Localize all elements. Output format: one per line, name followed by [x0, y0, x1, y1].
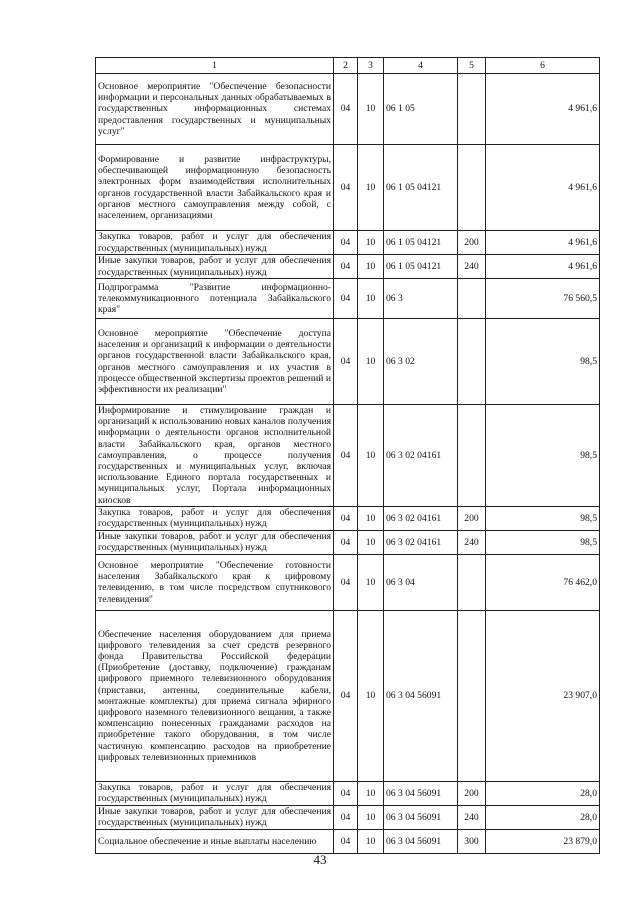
table-row	[96, 231, 600, 255]
budget-table	[95, 57, 600, 854]
target-article-cell: 06 1 05	[384, 74, 458, 145]
amount-cell: 4 961,6	[486, 145, 600, 231]
subsection-code-cell: 10	[358, 554, 384, 610]
subsection-code-cell: 10	[358, 781, 384, 805]
target-article-cell: 06 3 02 04161	[384, 530, 458, 554]
subsection-code-cell: 10	[358, 805, 384, 829]
subsection-code-cell: 10	[358, 74, 384, 145]
subsection-code-cell: 10	[358, 145, 384, 231]
amount-cell: 4 961,6	[486, 255, 600, 279]
header-cell: 1	[96, 58, 334, 74]
target-article-cell: 06 3 02	[384, 319, 458, 405]
section-code-cell: 04	[334, 530, 358, 554]
page-number: 43	[313, 852, 327, 867]
table-row	[96, 405, 600, 507]
section-code-cell: 04	[334, 279, 358, 319]
section-code-cell: 04	[334, 74, 358, 145]
expense-type-cell	[458, 554, 486, 610]
subsection-code-cell: 10	[358, 506, 384, 530]
subsection-code-cell: 10	[358, 255, 384, 279]
header-cell: 6	[486, 58, 600, 74]
table-row	[96, 506, 600, 530]
table-row	[96, 255, 600, 279]
description-cell: Формирование и развитие инфраструктуры, обеспечивающей информационную безопасность электронных форм взаимодействия исполнительных органов государственной власти Забайкальского края и органов местного самоуправления между собой, с населением, организациями	[96, 145, 334, 231]
subsection-code-cell: 10	[358, 610, 384, 781]
table-header-row	[96, 58, 600, 74]
amount-cell: 98,5	[486, 319, 600, 405]
expense-type-cell: 240	[458, 255, 486, 279]
table-row	[96, 829, 600, 853]
expense-type-cell	[458, 145, 486, 231]
subsection-code-cell: 10	[358, 231, 384, 255]
target-article-cell: 06 3 04 56091	[384, 610, 458, 781]
target-article-cell: 06 3 04 56091	[384, 781, 458, 805]
subsection-code-cell: 10	[358, 319, 384, 405]
amount-cell: 28,0	[486, 805, 600, 829]
expense-type-cell: 240	[458, 530, 486, 554]
table-row	[96, 781, 600, 805]
amount-cell: 98,5	[486, 405, 600, 507]
description-cell: Иные закупки товаров, работ и услуг для обеспечения государственных (муниципальных) нужд	[96, 805, 334, 829]
expense-type-cell: 240	[458, 805, 486, 829]
section-code-cell: 04	[334, 610, 358, 781]
target-article-cell: 06 3 04	[384, 554, 458, 610]
section-code-cell: 04	[334, 829, 358, 853]
description-cell: Основное мероприятие "Обеспечение доступа населения и организаций к информации о деятельности органов государственной власти Забайкальского края, органов местного самоуправления и их участия в процессе общественной экспертизы проектов решений и эффективности их реализации"	[96, 319, 334, 405]
target-article-cell: 06 1 05 04121	[384, 145, 458, 231]
header-cell: 3	[358, 58, 384, 74]
description-cell: Закупка товаров, работ и услуг для обеспечения государственных (муниципальных) нужд	[96, 506, 334, 530]
description-cell: Иные закупки товаров, работ и услуг для обеспечения государственных (муниципальных) нужд	[96, 255, 334, 279]
amount-cell: 76 560,5	[486, 279, 600, 319]
expense-type-cell	[458, 319, 486, 405]
target-article-cell: 06 3	[384, 279, 458, 319]
table-row	[96, 319, 600, 405]
table-row	[96, 145, 600, 231]
expense-type-cell: 200	[458, 231, 486, 255]
target-article-cell: 06 1 05 04121	[384, 231, 458, 255]
table-row	[96, 279, 600, 319]
amount-cell: 23 907,0	[486, 610, 600, 781]
target-article-cell: 06 3 04 56091	[384, 805, 458, 829]
amount-cell: 98,5	[486, 506, 600, 530]
expense-type-cell	[458, 279, 486, 319]
subsection-code-cell: 10	[358, 279, 384, 319]
target-article-cell: 06 3 04 56091	[384, 829, 458, 853]
description-cell: Информирование и стимулирование граждан и организаций к использованию новых каналов получения информации о деятельности органов исполнительной власти Забайкальского края, органов местного самоуправления, о процессе получения государственных и муниципальных услуг, включая использование Единого портала государственных и муниципальных услуг, Портала информационных киосков	[96, 405, 334, 507]
target-article-cell: 06 3 02 04161	[384, 405, 458, 507]
description-cell: Иные закупки товаров, работ и услуг для обеспечения государственных (муниципальных) нужд	[96, 530, 334, 554]
subsection-code-cell: 10	[358, 530, 384, 554]
amount-cell: 4 961,6	[486, 74, 600, 145]
expense-type-cell: 200	[458, 781, 486, 805]
description-cell: Социальное обеспечение и иные выплаты населению	[96, 829, 334, 853]
description-cell: Основное мероприятие "Обеспечение готовности населения Забайкальского края к цифровому телевидению, в том числе посредством спутникового телевидения"	[96, 554, 334, 610]
table-row	[96, 610, 600, 781]
amount-cell: 76 462,0	[486, 554, 600, 610]
header-cell: 2	[334, 58, 358, 74]
section-code-cell: 04	[334, 805, 358, 829]
table-row	[96, 530, 600, 554]
amount-cell: 28,0	[486, 781, 600, 805]
section-code-cell: 04	[334, 781, 358, 805]
amount-cell: 98,5	[486, 530, 600, 554]
description-cell: Закупка товаров, работ и услуг для обеспечения государственных (муниципальных) нужд	[96, 781, 334, 805]
description-cell: Обеспечение населения оборудованием для приема цифрового телевидения за счет средств резервного фонда Правительства Российской федерации (Приобретение (доставку, подключение) гражданам цифрового приемного телевизионного оборудования (приставки, антенны, соединительные кабели, монтажные комплекты) для приема сигнала эфирного цифрового наземного телевизионного вещания, а также компенсацию понесенных гражданами расходов на приобретение такого оборудования, в том числе частичную компенсацию расходов на приобретение цифровых телевизионных приемников	[96, 610, 334, 781]
header-cell: 5	[458, 58, 486, 74]
subsection-code-cell: 10	[358, 829, 384, 853]
amount-cell: 4 961,6	[486, 231, 600, 255]
expense-type-cell	[458, 610, 486, 781]
section-code-cell: 04	[334, 319, 358, 405]
expense-type-cell: 200	[458, 506, 486, 530]
expense-type-cell: 300	[458, 829, 486, 853]
description-cell: Закупка товаров, работ и услуг для обеспечения государственных (муниципальных) нужд	[96, 231, 334, 255]
table-row	[96, 554, 600, 610]
table-row	[96, 74, 600, 145]
expense-type-cell	[458, 405, 486, 507]
section-code-cell: 04	[334, 145, 358, 231]
expense-type-cell	[458, 74, 486, 145]
section-code-cell: 04	[334, 231, 358, 255]
description-cell: Основное мероприятие "Обеспечение безопасности информации и персональных данных обрабатываемых в государственных информационных системах предоставления государственных и муниципальных услуг"	[96, 74, 334, 145]
description-cell: Подпрограмма "Развитие информационно-телекоммуникационного потенциала Забайкальского края"	[96, 279, 334, 319]
section-code-cell: 04	[334, 554, 358, 610]
section-code-cell: 04	[334, 255, 358, 279]
header-cell: 4	[384, 58, 458, 74]
table-row	[96, 805, 600, 829]
subsection-code-cell: 10	[358, 405, 384, 507]
target-article-cell: 06 3 02 04161	[384, 506, 458, 530]
target-article-cell: 06 1 05 04121	[384, 255, 458, 279]
amount-cell: 23 879,0	[486, 829, 600, 853]
section-code-cell: 04	[334, 506, 358, 530]
section-code-cell: 04	[334, 405, 358, 507]
